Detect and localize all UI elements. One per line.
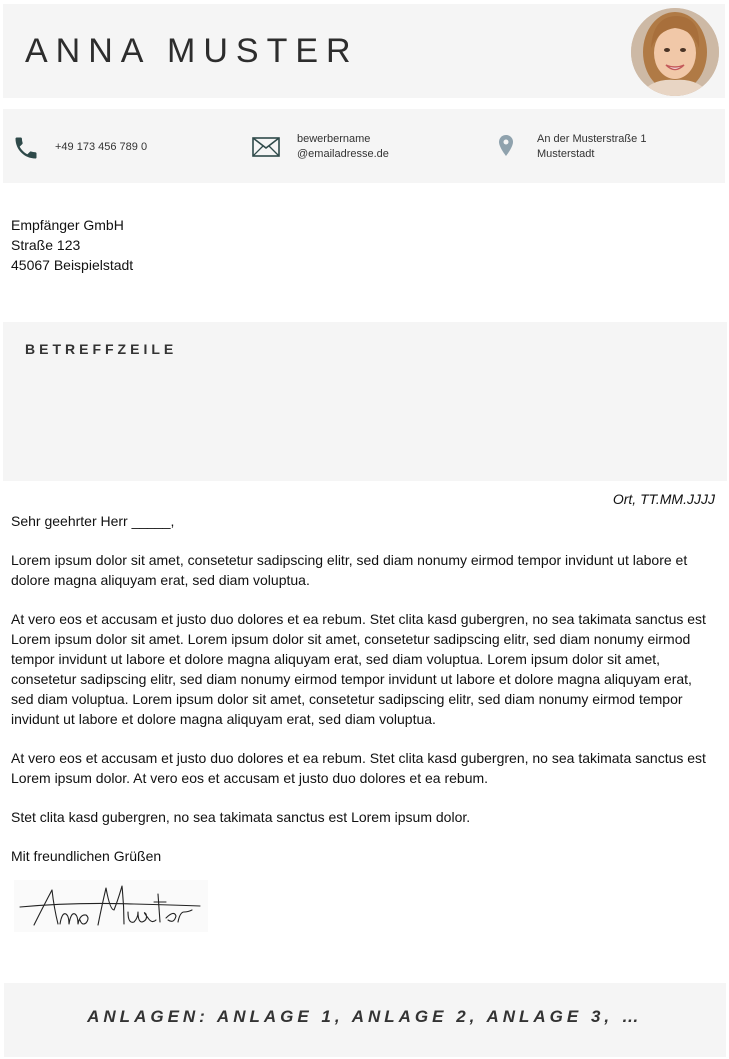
subject-line: BETREFFZEILE [25, 341, 178, 357]
profile-photo-image [631, 8, 719, 96]
postal-address [537, 132, 646, 162]
closing: Mit freundlichen Grüßen [11, 848, 162, 864]
place-date: Ort, TT.MM.JJJJ [612, 491, 715, 507]
phone-icon [12, 134, 40, 167]
envelope-icon [252, 137, 280, 162]
profile-photo [631, 8, 719, 96]
email-address [297, 132, 389, 162]
paragraph: Stet clita kasd gubergren, no sea takimata sanctus est Lorem ipsum dolor. [11, 809, 471, 825]
attachments-bar [4, 983, 726, 1057]
recipient-city: 45067 Beispielstadt [11, 257, 134, 273]
salutation: Sehr geehrter Herr _____, [11, 513, 175, 529]
recipient-street: Straße 123 [11, 237, 81, 253]
paragraph: At vero eos et accusam et justo duo dolores et ea rebum. Stet clita kasd gubergren, no sea takimata sanctus est Lorem ipsum dolor sit amet. Lorem ipsum dolor sit amet, consetetur sadipscing elitr, sed diam nonumy eirmod tempor invidunt ut labore et dolore magna aliquyam erat, sed diam voluptua. Lorem ipsum dolor sit amet, consetetur sadipscing elitr, sed diam nonumy eirmod tempor invidunt ut labore et dolore magna aliquyam erat, sed diam voluptua. Lorem ipsum dolor sit amet, consetetur sadipscing elitr, sed diam nonumy eirmod tempor invidunt ut labore et dolore magna aliquyam erat, sed diam voluptua. [11, 611, 706, 727]
address-line-1: An der Musterstraße 1 [537, 133, 647, 145]
location-pin-icon [499, 135, 513, 164]
address-line-2: Musterstadt [537, 148, 595, 160]
email-line-2: @emailadresse.de [297, 148, 389, 160]
paragraph: At vero eos et accusam et justo duo dolores et ea rebum. Stet clita kasd gubergren, no sea takimata sanctus est Lorem ipsum dolor. At vero eos et accusam et justo duo dolores et ea rebum. [11, 750, 706, 786]
signature-drawing [14, 880, 208, 932]
applicant-name: ANNA MUSTER [25, 32, 359, 70]
letter-body [11, 511, 717, 866]
handwritten-signature [14, 880, 208, 932]
email-line-1: bewerbername [297, 133, 371, 145]
header-bar [3, 4, 725, 98]
subject-block [3, 322, 727, 481]
recipient-address [11, 215, 133, 275]
contact-bar [3, 109, 725, 183]
phone-number: +49 173 456 789 0 [55, 141, 148, 153]
paragraph: Lorem ipsum dolor sit amet, consetetur sadipscing elitr, sed diam nonumy eirmod tempor invidunt ut labore et dolore magna aliquyam erat, sed diam voluptua. [11, 552, 688, 588]
attachments-list: ANLAGEN: ANLAGE 1, ANLAGE 2, ANLAGE 3, … [87, 1007, 643, 1026]
recipient-company: Empfänger GmbH [11, 217, 124, 233]
